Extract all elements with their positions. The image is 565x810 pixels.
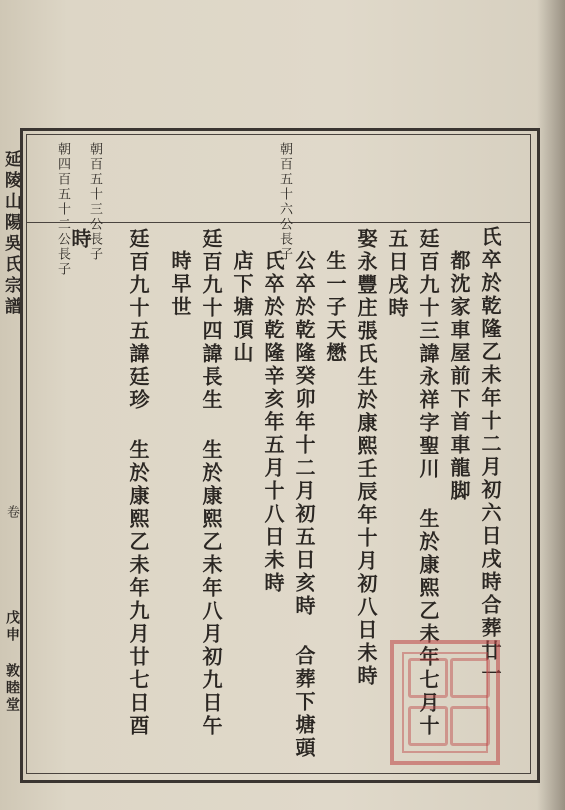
text-column-8: 氏卒於乾隆辛亥年五月十八日未時 (261, 250, 285, 595)
text-column-9: 店下塘頂山 (230, 250, 254, 365)
text-column-12: 廷百九十五諱廷珍 生於康熙乙未年九月廿七日酉 (126, 228, 150, 738)
text-column-10: 廷百九十四諱長生 生於康熙乙未年八月初九日午 (199, 228, 223, 738)
hall-name: 戊申 敦睦堂 (4, 610, 20, 714)
text-column-5: 娶永豐庄張氏生於康熙壬辰年十月初八日未時 (354, 228, 378, 688)
text-column-13: 時 (68, 228, 92, 251)
red-seal-stamp (390, 640, 500, 765)
text-column-6: 生一子天懋 (323, 250, 347, 365)
book-title: 延陵山陽吳氏宗譜 (1, 150, 21, 318)
header-col-1: 朝百五十六公長子 (277, 142, 292, 262)
text-column-1: 氏卒於乾隆乙未年十二月初六日戌時合葬廿一 (478, 226, 502, 686)
header-col-3: 朝四百五十二公長子 (55, 142, 70, 277)
spine-shadow (537, 0, 565, 810)
text-column-11: 時早世 (168, 250, 192, 319)
text-column-7: 公卒於乾隆癸卯年十二月初五日亥時 合葬下塘頭 (292, 250, 316, 760)
text-column-3: 廷百九十三諱永祥字聖川 生於康熙乙未年七月十 (416, 228, 440, 738)
header-col-2: 朝百五十三公長子 (87, 142, 102, 262)
text-column-2: 都沈家車屋前下首車龍脚 (447, 250, 471, 503)
volume-mark: 卷 (4, 505, 19, 518)
text-column-4: 五日戌時 (385, 228, 409, 320)
